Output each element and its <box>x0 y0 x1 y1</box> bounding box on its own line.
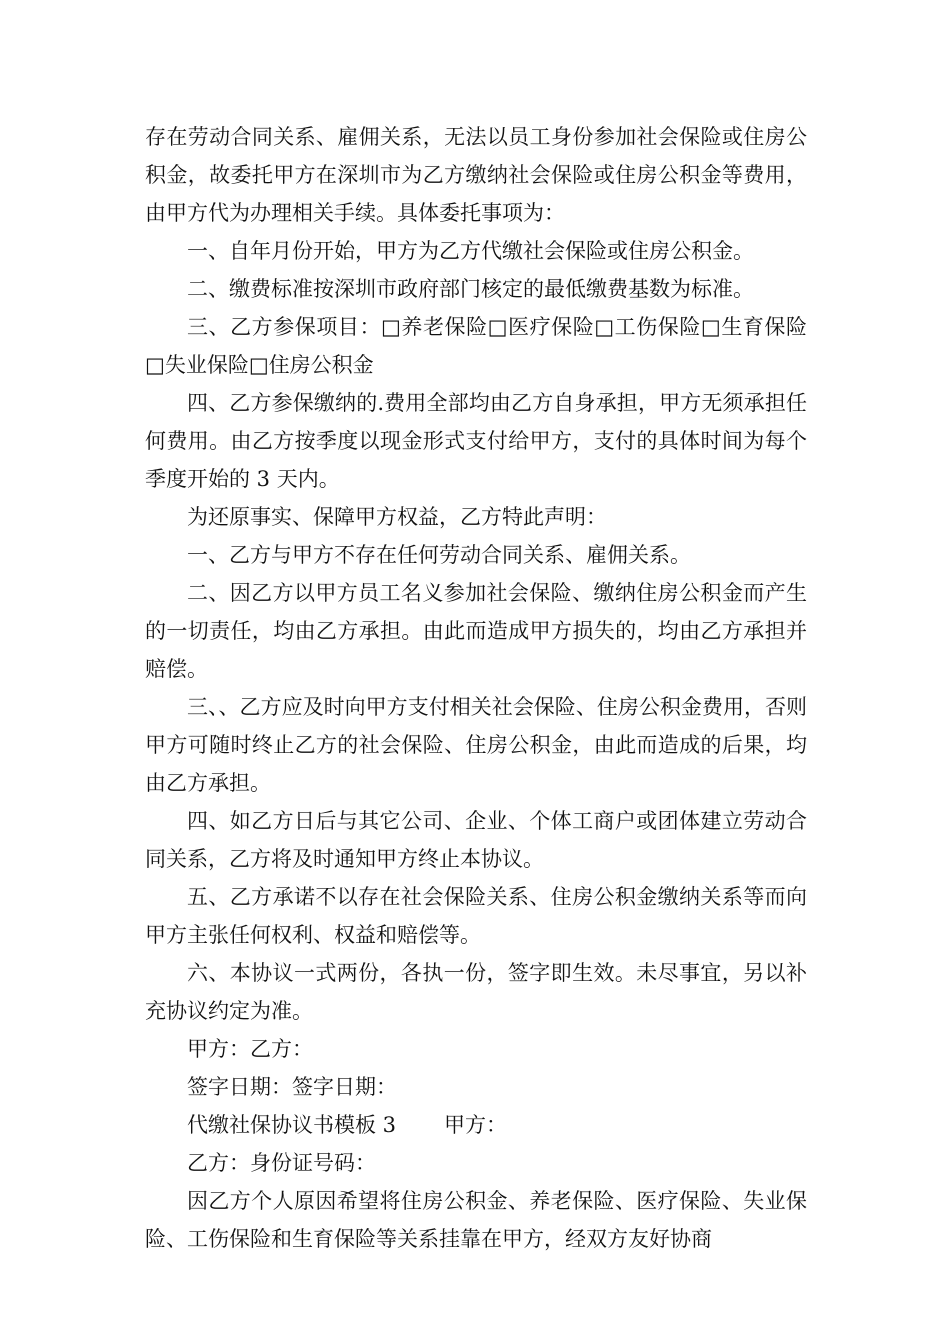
signature-dates: 签字日期：签字日期： <box>187 1075 397 1099</box>
template-body-start: 因乙方个人原因希望将住房公积金、养老保险、医疗保险、失业保险、工伤保险和生育保险等关系挂靠在甲方，经双方友好协商 <box>145 1189 807 1251</box>
paragraph-item-2: 二、缴费标准按深圳市政府部门核定的最低缴费基数为标准。 <box>187 277 754 301</box>
paragraph-declaration-intro: 为还原事实、保障甲方权益，乙方特此声明： <box>187 505 607 529</box>
template-heading-line <box>145 1106 807 1144</box>
paragraph-declaration-4: 四、如乙方日后与其它公司、企业、个体工商户或团体建立劳动合同关系，乙方将及时通知甲方终止本协议。 <box>145 809 807 871</box>
signature-parties: 甲方：乙方： <box>187 1037 313 1061</box>
paragraph-declaration-3: 三、、乙方应及时向甲方支付相关社会保险、住房公积金费用，否则甲方可随时终止乙方的社会保险、住房公积金，由此而造成的后果，均由乙方承担。 <box>145 695 807 795</box>
template-party-a: 甲方： <box>444 1113 508 1137</box>
paragraph-declaration-5: 五、乙方承诺不以存在社会保险关系、住房公积金缴纳关系等而向甲方主张任何权利、权益和赔偿等。 <box>145 885 807 947</box>
template-heading: 代缴社保协议书模板 3 <box>187 1113 397 1137</box>
paragraph-intro: 存在劳动合同关系、雇佣关系，无法以员工身份参加社会保险或住房公积金，故委托甲方在深圳市为乙方缴纳社会保险或住房公积金等费用，由甲方代为办理相关手续。具体委托事项为： <box>145 125 807 225</box>
template-party-b: 乙方：身份证号码： <box>187 1151 376 1175</box>
document-page <box>145 118 807 1258</box>
paragraph-item-4: 四、乙方参保缴纳的.费用全部均由乙方自身承担，甲方无须承担任何费用。由乙方按季度以现金形式支付给甲方，支付的具体时间为每个季度开始的 3 天内。 <box>145 391 807 491</box>
paragraph-declaration-2: 二、因乙方以甲方员工名义参加社会保险、缴纳住房公积金而产生的一切责任，均由乙方承担。由此而造成甲方损失的，均由乙方承担并赔偿。 <box>145 581 807 681</box>
paragraph-item-1: 一、自年月份开始，甲方为乙方代缴社会保险或住房公积金。 <box>187 239 754 263</box>
paragraph-declaration-6: 六、本协议一式两份，各执一份，签字即生效。未尽事宜，另以补充协议约定为准。 <box>145 961 807 1023</box>
paragraph-item-3: 三、乙方参保项目：□养老保险□医疗保险□工伤保险□生育保险□失业保险□住房公积金 <box>145 315 807 377</box>
paragraph-declaration-1: 一、乙方与甲方不存在任何劳动合同关系、雇佣关系。 <box>187 543 691 567</box>
